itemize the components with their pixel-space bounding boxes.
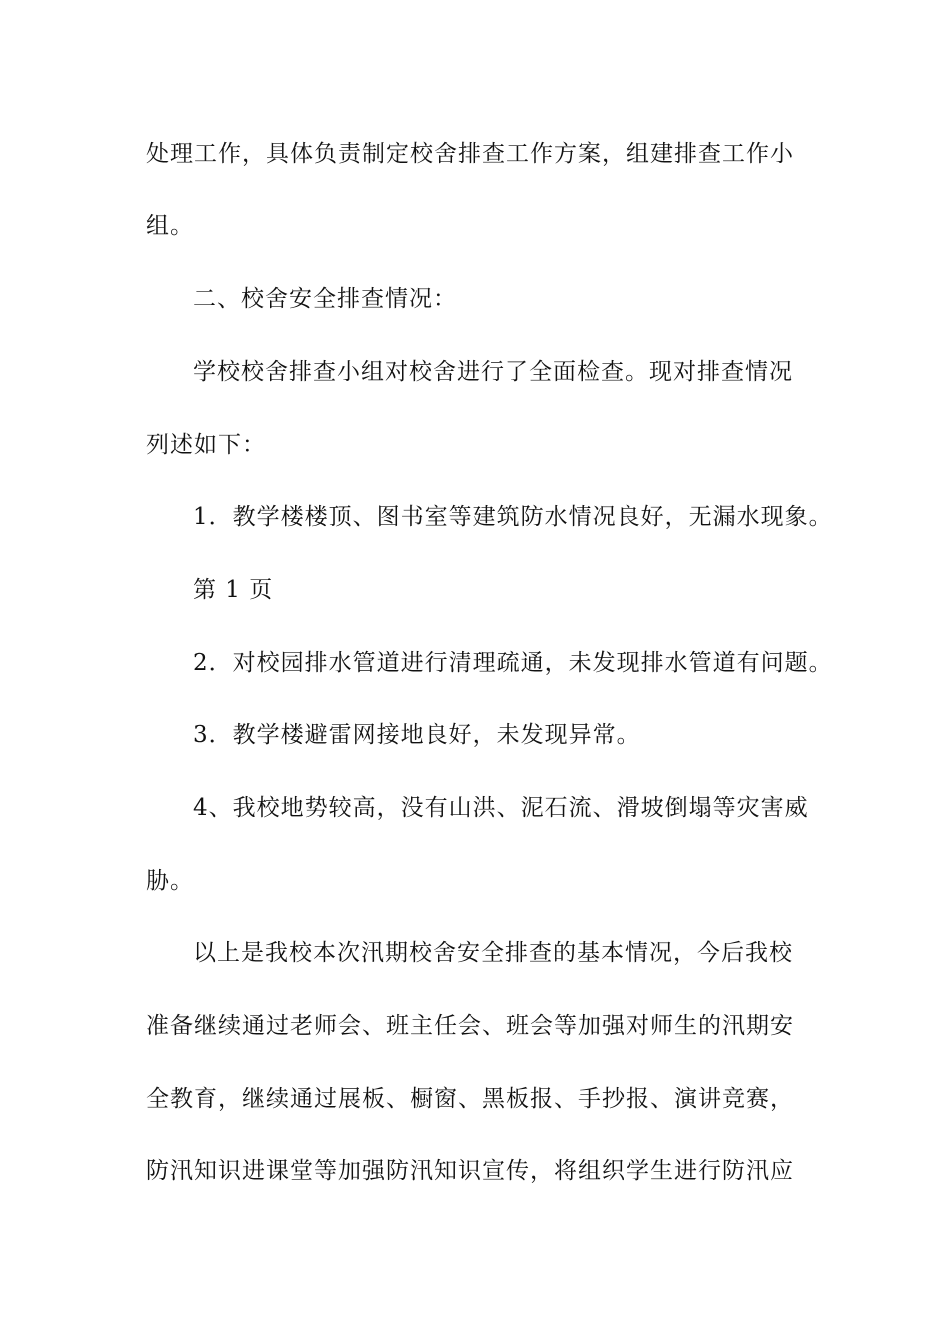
paragraph-line: 防汛知识进课堂等加强防汛知识宣传，将组织学生进行防汛应	[146, 1158, 794, 1184]
list-item: 1．教学楼楼顶、图书室等建筑防水情况良好，无漏水现象。	[193, 504, 833, 530]
paragraph-line: 处理工作，具体负责制定校舍排查工作方案，组建排查工作小	[146, 141, 794, 167]
paragraph-line: 以上是我校本次汛期校舍安全排查的基本情况，今后我校	[193, 940, 793, 966]
paragraph-line: 组。	[146, 213, 194, 239]
paragraph-line: 学校校舍排查小组对校舍进行了全面检查。现对排查情况	[193, 359, 793, 385]
list-item-continuation: 胁。	[146, 868, 194, 894]
section-heading: 二、校舍安全排查情况：	[193, 286, 457, 312]
paragraph-line: 准备继续通过老师会、班主任会、班会等加强对师生的汛期安	[146, 1013, 794, 1039]
list-item: 2．对校园排水管道进行清理疏通，未发现排水管道有问题。	[193, 650, 833, 676]
page-number: 第 1 页	[193, 577, 274, 603]
list-item: 3．教学楼避雷网接地良好，未发现异常。	[193, 722, 641, 748]
list-item: 4、我校地势较高，没有山洪、泥石流、滑坡倒塌等灾害威	[193, 795, 809, 821]
paragraph-line: 全教育，继续通过展板、橱窗、黑板报、手抄报、演讲竞赛，	[146, 1086, 794, 1112]
paragraph-line: 列述如下：	[146, 432, 266, 458]
